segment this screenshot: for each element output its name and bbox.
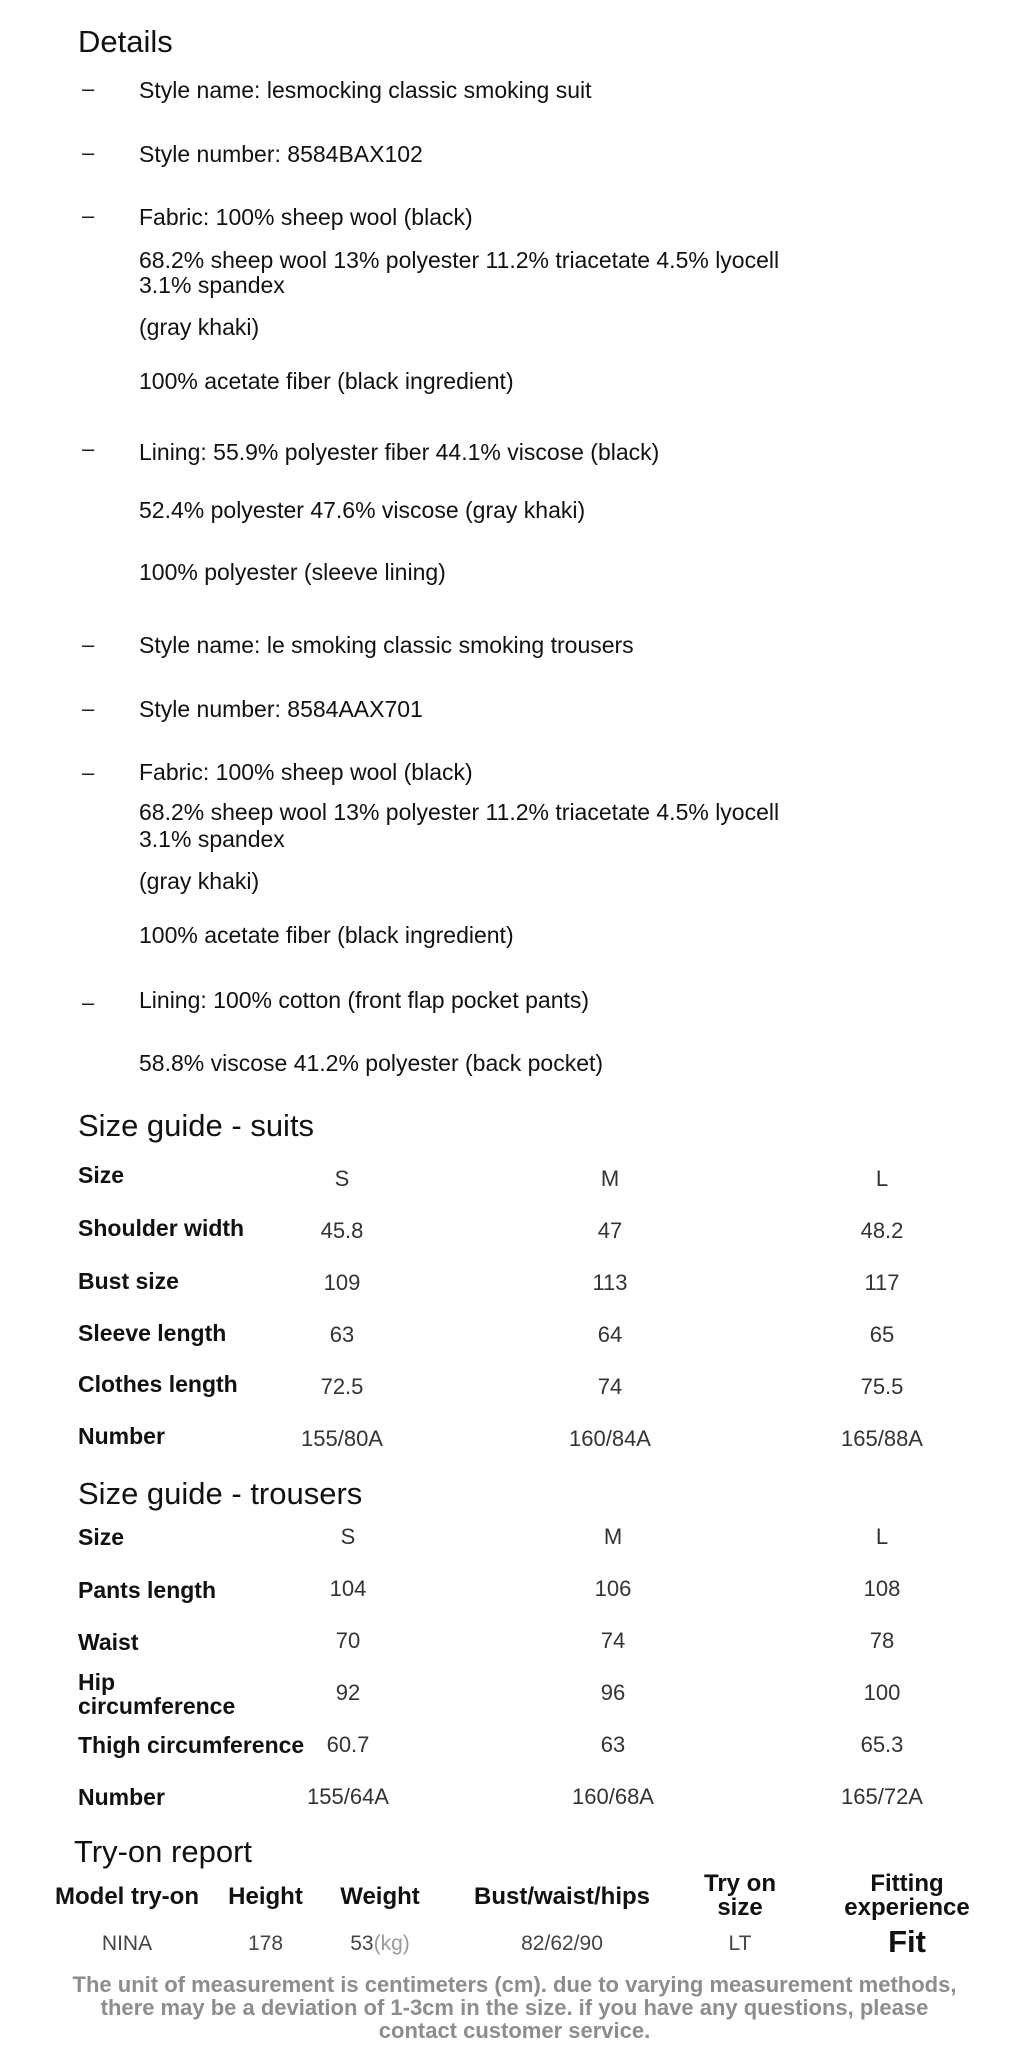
table-cell: 74 (597, 1374, 623, 1399)
list-dash: – (82, 990, 95, 1015)
list-item: Fabric: 100% sheep wool (black) (139, 759, 473, 785)
table-cell: 155/80A (301, 1426, 383, 1451)
table-row-label: Hip (78, 1669, 116, 1695)
table-cell: 113 (592, 1270, 628, 1295)
table-cell: 65 (869, 1322, 895, 1347)
table-cell: 100 (863, 1680, 901, 1705)
table-cell: 48.2 (860, 1218, 904, 1243)
table-cell: 47 (597, 1218, 623, 1243)
list-item: 58.8% viscose 41.2% polyester (back pocket) (139, 1050, 604, 1076)
list-item: 52.4% polyester 47.6% viscose (gray khaki) (139, 497, 586, 523)
list-dash: – (82, 696, 95, 721)
table-cell: 75.5 (860, 1374, 904, 1399)
note-line: The unit of measurement is centimeters (cm). due to varying measurement methods, (72, 1972, 957, 1997)
list-item: Style number: 8584BAX102 (139, 141, 423, 167)
note-line: there may be a deviation of 1-3cm in the size. if you have any questions, please (100, 1995, 929, 2020)
list-item: 3.1% spandex (139, 272, 285, 298)
list-dash: – (82, 436, 95, 461)
table-cell: 63 (329, 1322, 355, 1347)
list-item: 68.2% sheep wool 13% polyester 11.2% triacetate 4.5% lyocell (139, 799, 780, 825)
table-cell: 160/68A (572, 1784, 654, 1809)
table-row-label: Waist (78, 1629, 139, 1655)
weight-value: 53 (350, 1932, 374, 1955)
table-cell: 78 (869, 1628, 895, 1653)
table-row-label: Clothes length (78, 1371, 238, 1397)
table-cell: 96 (600, 1680, 626, 1705)
list-dash: – (82, 140, 95, 165)
note-line: contact customer service. (378, 2018, 651, 2043)
table-cell: 108 (863, 1576, 901, 1601)
table-header: size (717, 1894, 763, 1921)
table-cell: L (875, 1166, 889, 1191)
list-dash: – (82, 760, 95, 785)
table-cell: 160/84A (569, 1426, 651, 1451)
table-cell: 92 (335, 1680, 361, 1705)
table-cell: S (334, 1166, 350, 1191)
table-header: Model try-on (55, 1883, 199, 1910)
size-guide-trousers-title: Size guide - trousers (78, 1476, 363, 1511)
table-header: Bust/waist/hips (473, 1883, 651, 1910)
table-cell: 155/64A (307, 1784, 389, 1809)
list-item: 100% polyester (sleeve lining) (139, 559, 446, 585)
table-cell: 165/72A (841, 1784, 923, 1809)
table-row-label: Shoulder width (78, 1215, 245, 1241)
list-item: 3.1% spandex (139, 826, 285, 852)
table-row-label: Sleeve length (78, 1320, 227, 1346)
table-cell: 60.7 (326, 1732, 370, 1757)
table-cell: 65.3 (860, 1732, 904, 1757)
table-header: Weight (340, 1883, 420, 1910)
table-header: experience (844, 1894, 970, 1921)
table-row-label: Number (78, 1784, 165, 1810)
size-guide-suits-title: Size guide - suits (78, 1108, 315, 1143)
list-dash: – (82, 203, 95, 228)
fit-rating: Fit (888, 1924, 926, 1959)
table-cell: M (600, 1166, 620, 1191)
list-item: Fabric: 100% sheep wool (black) (139, 204, 473, 230)
measurement-note (0, 1973, 1029, 2042)
weight-unit: (kg) (373, 1932, 410, 1955)
list-item: Style name: le smoking classic smoking trousers (139, 632, 634, 658)
table-cell: NINA (101, 1932, 153, 1955)
table-cell: 72.5 (320, 1374, 364, 1399)
list-item: Lining: 100% cotton (front flap pocket pants) (139, 987, 590, 1013)
table-cell: S (340, 1524, 356, 1549)
table-cell: 70 (335, 1628, 361, 1653)
table-row-label: circumference (78, 1693, 236, 1719)
list-item: 100% acetate fiber (black ingredient) (139, 922, 514, 948)
table-cell: 82/62/90 (521, 1932, 603, 1955)
list-item: (gray khaki) (139, 868, 260, 894)
table-cell: 64 (597, 1322, 623, 1347)
table-row-label: Number (78, 1423, 165, 1449)
table-header: Height (228, 1883, 303, 1910)
table-row-label: Pants length (78, 1577, 217, 1603)
list-item: Lining: 55.9% polyester fiber 44.1% viscose (black) (139, 439, 660, 465)
table-cell: 178 (247, 1932, 284, 1955)
table-row-label: Size (78, 1524, 125, 1550)
table-cell: LT (728, 1932, 752, 1955)
table-header: Try on (703, 1870, 776, 1897)
table-cell: 45.8 (320, 1218, 364, 1243)
list-item: (gray khaki) (139, 314, 260, 340)
list-dash: – (82, 76, 95, 101)
list-dash: – (82, 632, 95, 657)
details-title: Details (78, 24, 173, 59)
list-item: Style number: 8584AAX701 (139, 696, 423, 722)
table-cell: L (875, 1524, 889, 1549)
try-on-title: Try-on report (74, 1834, 253, 1869)
list-item: 68.2% sheep wool 13% polyester 11.2% triacetate 4.5% lyocell (139, 247, 780, 273)
table-header: Fitting (870, 1870, 944, 1897)
table-cell: M (603, 1524, 623, 1549)
list-item: Style name: lesmocking classic smoking suit (139, 77, 592, 103)
table-cell (330, 1932, 430, 1956)
table-cell: 106 (594, 1576, 632, 1601)
table-cell: 109 (323, 1270, 361, 1295)
table-cell: 63 (600, 1732, 626, 1757)
table-cell: 117 (864, 1270, 900, 1295)
table-cell: 74 (600, 1628, 626, 1653)
list-item: 100% acetate fiber (black ingredient) (139, 368, 514, 394)
table-row-label: Bust size (78, 1268, 179, 1294)
table-cell: 104 (329, 1576, 367, 1601)
table-row-label: Size (78, 1162, 125, 1188)
table-row-label: Thigh circumference (78, 1732, 305, 1758)
table-cell: 165/88A (841, 1426, 923, 1451)
